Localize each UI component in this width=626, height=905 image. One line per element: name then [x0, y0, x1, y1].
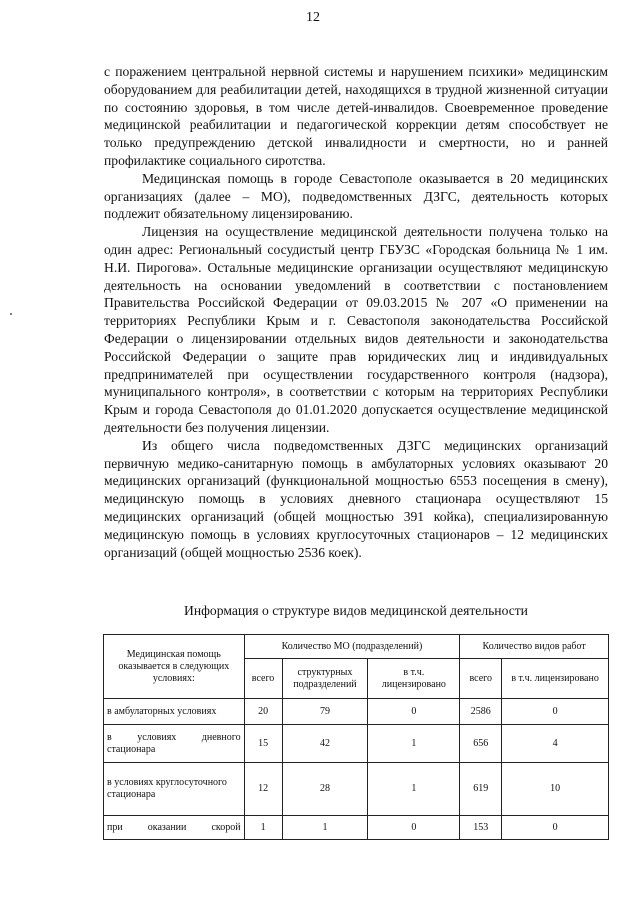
mo-total-cell: 15: [244, 725, 282, 763]
table-row: [104, 763, 609, 816]
mo-units-cell: 42: [282, 725, 368, 763]
mo-total-cell: 20: [244, 699, 282, 725]
header-mo-total: всего: [244, 659, 282, 699]
margin-dot: [10, 313, 12, 315]
table-row: [104, 725, 609, 763]
header-mo-units: структурных подразделений: [282, 659, 368, 699]
header-works-licensed: в т.ч. лицензировано: [502, 659, 609, 699]
mo-licensed-cell: 1: [368, 725, 460, 763]
row-label: в условиях дневного стационара: [104, 725, 245, 763]
medical-activity-table: [103, 634, 609, 840]
mo-licensed-cell: 0: [368, 816, 460, 840]
mo-units-cell: 1: [282, 816, 368, 840]
works-total-cell: 153: [460, 816, 502, 840]
works-total-cell: 619: [460, 763, 502, 816]
table-row: [104, 699, 609, 725]
mo-units-cell: 79: [282, 699, 368, 725]
page-number: 12: [306, 10, 320, 25]
works-licensed-cell: 4: [502, 725, 609, 763]
mo-licensed-cell: 1: [368, 763, 460, 816]
mo-total-cell: 12: [244, 763, 282, 816]
paragraph: с поражением центральной нервной системы и нарушением психики» медицинским оборудованием для реабилитации детей, находящихся в трудной жизненной ситуации по состоянию здоровья, в том числе детей-инвалидов. Своевременное проведение медицинской реабилитации и педагогической коррекции детям способствует не только предупреждению детской инвалидности и смертности, но и ранней профилактике социального сиротства.: [104, 64, 608, 168]
body-text: [104, 63, 608, 561]
mo-licensed-cell: 0: [368, 699, 460, 725]
works-total-cell: 656: [460, 725, 502, 763]
works-licensed-cell: 0: [502, 699, 609, 725]
mo-total-cell: 1: [244, 816, 282, 840]
row-label: при оказании скорой: [104, 816, 245, 840]
works-total-cell: 2586: [460, 699, 502, 725]
works-licensed-cell: 10: [502, 763, 609, 816]
header-row-label: Медицинская помощь оказывается в следующих условиях:: [104, 635, 245, 699]
header-works-group: Количество видов работ: [460, 635, 609, 659]
works-licensed-cell: 0: [502, 816, 609, 840]
paragraph: Лицензия на осуществление медицинской деятельности получена только на один адрес: Региональный сосудистый центр ГБУЗС «Городская больница № 1 им. Н.И. Пирогова». Остальные медицинские организации осуществляют медицинскую деятельность на основании уведомлений в соответствии с постановлением Правительства Российской Федерации от 09.03.2015 № 207 «О применении на территориях Республики Крым и г. Севастополя законодательства Российской Федерации о лицензировании отдельных видов деятельности и законодательства Российской Федерации о защите прав юридических лиц и индивидуальных предпринимателей при осуществлении государственного контроля (надзора), муниципального контроля», в соответствии с которым на территориях Республики Крым и города Севастополя до 01.01.2020 допускается осуществление медицинской деятельности без получения лицензии.: [104, 224, 608, 435]
row-label: в амбулаторных условиях: [104, 699, 245, 725]
header-works-total: всего: [460, 659, 502, 699]
header-mo-group: Количество МО (подразделений): [244, 635, 460, 659]
paragraph: Из общего числа подведомственных ДЗГС медицинских организаций первичную медико-санитарную помощь в амбулаторных условиях оказывают 20 медицинских организаций (функциональной мощностью 6553 посещения в смену), медицинскую помощь в условиях дневного стационара осуществляют 15 медицинских организаций (общей мощностью 391 койка), специализированную медицинскую помощь в условиях круглосуточных стационаров – 12 медицинских организаций (общей мощностью 2536 коек).: [104, 437, 608, 560]
table-row: [104, 816, 609, 840]
mo-units-cell: 28: [282, 763, 368, 816]
paragraph: Медицинская помощь в городе Севастополе оказывается в 20 медицинских организациях (далее – МО), подведомственных ДЗГС, деятельность которых подлежит обязательному лицензированию.: [104, 170, 608, 222]
row-label: в условиях круглосуточного стационара: [104, 763, 245, 816]
table-title: Информация о структуре видов медицинской деятельности: [184, 603, 528, 618]
header-mo-licensed: в т.ч. лицензировано: [368, 659, 460, 699]
